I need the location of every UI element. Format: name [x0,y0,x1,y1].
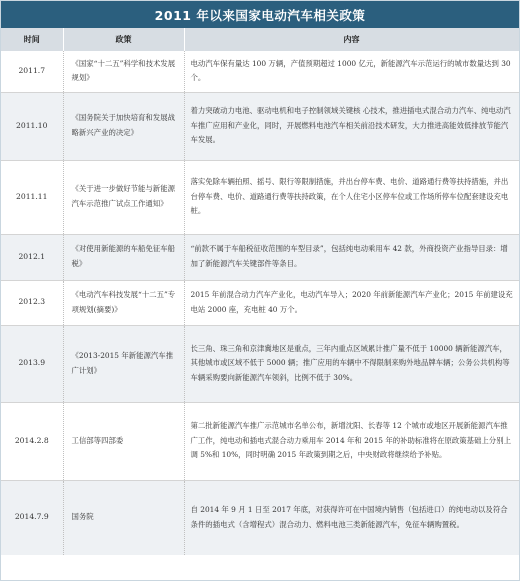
table-row [1,402,519,480]
row-time: 2013.9 [1,325,63,402]
row-time: 2014.2.8 [1,402,63,480]
header-time: 时间 [1,28,63,51]
row-content: 2015 年前混合动力汽车产业化，电动汽车导入；2020 年前新能源汽车产业化；2015 年前建设充电站 2000 座，充电桩 40 万个。 [190,289,513,314]
row-policy: 国务院 [63,480,184,555]
row-content: 落实免除车辆拍照、摇号、限行等限制措施，并出台停车费、电价、道路通行费等扶持措施，并出台停车费、电价、道路通行费等扶持政策，在个人住宅小区停车位或工作场所停车位配套建设充电桩。 [190,177,509,216]
table-row [1,51,519,92]
row-policy: 《国家“十二五”科学和技术发展规划》 [63,51,184,92]
row-policy: 工信部等四部委 [63,402,184,480]
row-content: “前款不属于车船税征收范围的车型目录”，包括纯电动乘用车 42 款，外商投资产业指导目录：增加了新能源汽车关键部件等条目。 [184,234,519,280]
table-row [1,160,519,234]
row-policy: 《国务院关于加快培育和发展战略新兴产业的决定》 [63,92,184,160]
row-content: 着力突破动力电池、驱动电机和电子控制领域关键核 心技术，推进插电式混合动力汽车、纯电动汽车推广应用和产业化，同时，开展燃料电池汽车相关前沿技术研发，大力推进高能效低排放节能汽车发展。 [184,92,519,160]
row-time: 2011.10 [1,92,63,160]
row-content: 第二批新能源汽车推广示范城市名单公布，新增沈阳、长春等 12 个城市或地区开展新能源汽车推广工作，纯电动和插电式混合动力乘用车 2014 年和 2015 年的补助标准将在原政策基础上分别上调 5%和 10%，同时明确 2015 年政策到期之后，中央财政将继续给予补贴。 [190,421,511,460]
row-content: 电动汽车保有量达 100 万辆，产值预期超过 1000 亿元，新能源汽车示范运行的城市数量达到 30 个。 [190,58,511,83]
header-row [1,28,519,51]
row-policy: 《关于进一步做好节能与新能源汽车示范推广试点工作通知》 [63,160,184,234]
table-row [1,325,519,402]
table-title: 2011 年以来国家电动汽车相关政策 [1,1,519,28]
table-row [1,280,519,325]
header-content: 内容 [184,28,519,51]
row-time: 2011.7 [1,51,63,92]
header-policy: 政策 [63,28,184,51]
row-content: 自 2014 年 9 月 1 日至 2017 年底，对获得许可在中国境内销售（包括进口）的纯电动以及符合条件的插电式（含增程式）混合动力、燃料电池三类新能源汽车，免征车辆购置税。 [184,480,519,555]
row-policy: 《对使用新能源的车船免征车船税》 [63,234,184,280]
row-time: 2014.7.9 [1,480,63,555]
row-policy: 《电动汽车科技发展“十二五”专项规划(摘要)》 [63,280,184,325]
table-row [1,234,519,280]
row-time: 2011.11 [1,160,63,234]
row-content: 长三角、珠三角和京津冀地区是重点，三年内重点区域累计推广量不低于 10000 辆新能源汽车，其他城市或区域不低于 5000 辆；推广应用的车辆中不得限制来购外地品牌车辆；公务公共机构等车辆采购要向新能源汽车领斜，比例不低于 30%。 [184,325,519,402]
row-time: 2012.1 [1,234,63,280]
row-policy: 《2013-2015 年新能源汽车推广计划》 [63,325,184,402]
table-row [1,480,519,555]
policy-table [1,28,520,555]
table-row [1,92,519,160]
row-time: 2012.3 [1,280,63,325]
